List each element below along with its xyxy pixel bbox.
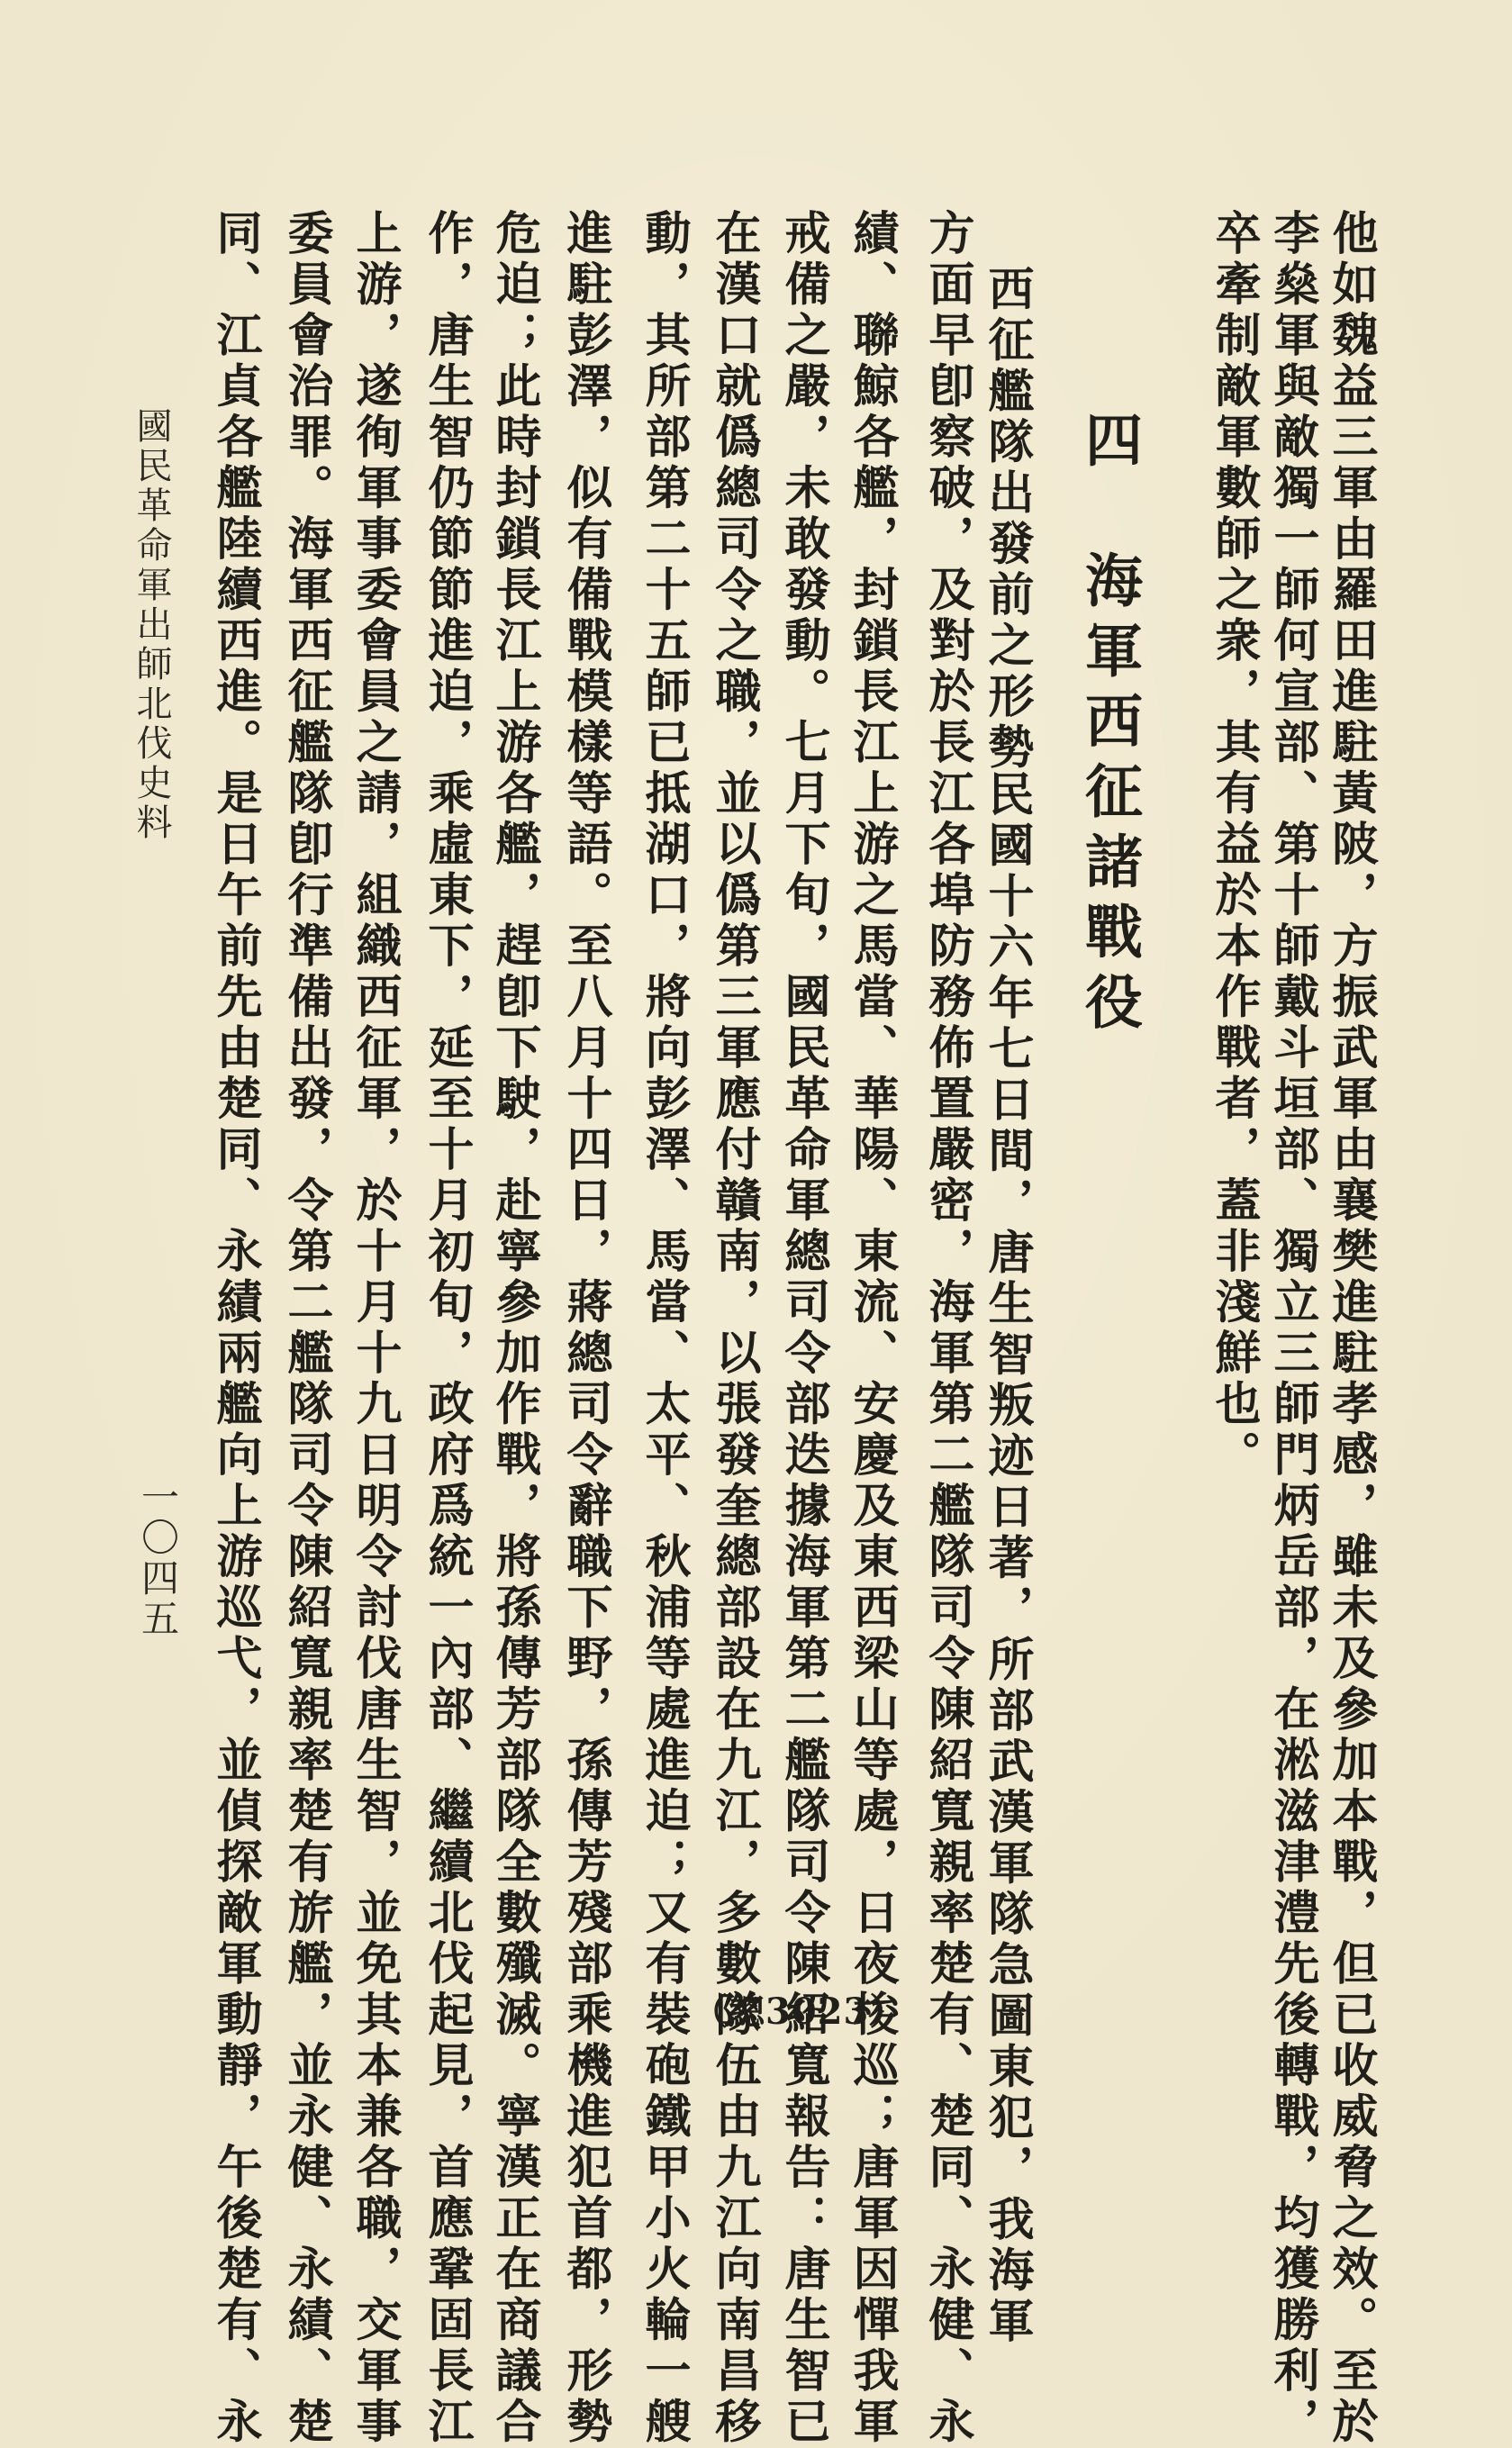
text-column-15: 同、江貞各艦陸續西進。是日午前先由楚同、永績兩艦向上游巡弋，並偵探敵軍動靜，午後楚有、永	[208, 209, 262, 2448]
book-title: 國民革命軍出師北伐史料	[131, 407, 172, 843]
text-column-1: 他如魏益三軍由羅田進駐黃陂，方振武軍由襄樊進駐孝感，雖未及參加本戰，但已收威脅之效。至於	[1324, 209, 1378, 2448]
text-column-7: 戒備之嚴，未敢發動。七月下旬，國民革命軍總司令部迭據海軍第二艦隊司令陳紹寬報告：唐生智已	[776, 209, 830, 2448]
text-column-13: 上游，遂徇軍事委會員之請，組織西征軍，於十月十九日明令討伐唐生智，並免其本兼各職，交軍事	[348, 209, 402, 2448]
section-heading: 四 海軍西征諸戰役	[1075, 410, 1143, 1042]
text-column-11: 危迫；此時封鎖長江上游各艦，趕卽下駛，赴寧參加作戰，將孫傳芳部隊全數殲滅。寧漢正在商議合	[487, 209, 541, 2448]
serial-number: （總3023）	[692, 1990, 907, 2033]
text-column-5: 方面早卽察破，及對於長江各埠防務佈置嚴密，海軍第二艦隊司令陳紹寬親率楚有、楚同、永健、永	[920, 209, 974, 2448]
text-column-2: 李燊軍與敵獨一師何宣部、第十師戴斗垣部、獨立三師門炳岳部，在淞滋津澧先後轉戰，均獲勝利，	[1265, 209, 1319, 2448]
page-number: 一〇四五	[136, 1477, 180, 1639]
text-column-6: 績、聯鯨各艦，封鎖長江上游之馬當、華陽、東流、安慶及東西梁山等處，日夜梭巡；唐軍因憚我軍	[845, 209, 899, 2448]
text-column-3: 卒牽制敵軍數師之衆，其有益於本作戰者，蓋非淺鮮也。	[1207, 209, 1261, 1482]
text-column-9: 動，其所部第二十五師已抵湖口，將向彭澤、馬當、太平、秋浦等處進迫；又有裝砲鐵甲小火輪一艘	[637, 209, 691, 2448]
text-column-10: 進駐彭澤，似有備戰模樣等語。至八月十四日，蔣總司令辭職下野，孫傳芳殘部乘機進犯首都，形勢	[558, 209, 612, 2448]
subsection-lead: 西征艦隊出發前之形勢	[980, 265, 1034, 774]
text-column-14: 委員會治罪。海軍西征艦隊卽行準備出發，令第二艦隊司令陳紹寬親率楚有旂艦，並永健、永績、楚	[279, 209, 333, 2448]
text-column-12: 作，唐生智仍節節進迫，乘虛東下，延至十月初旬，政府爲統一內部、繼續北伐起見，首應鞏固長江	[420, 209, 474, 2448]
text-column-8: 在漢口就僞總司令之職，並以僞第三軍應付贛南，以張發奎總部設在九江，多數隊伍由九江向南昌移	[707, 209, 761, 2448]
text-column-4: 民國十六年七日間，唐生智叛迹日著，所部武漢軍隊急圖東犯，我海軍	[980, 770, 1034, 2348]
